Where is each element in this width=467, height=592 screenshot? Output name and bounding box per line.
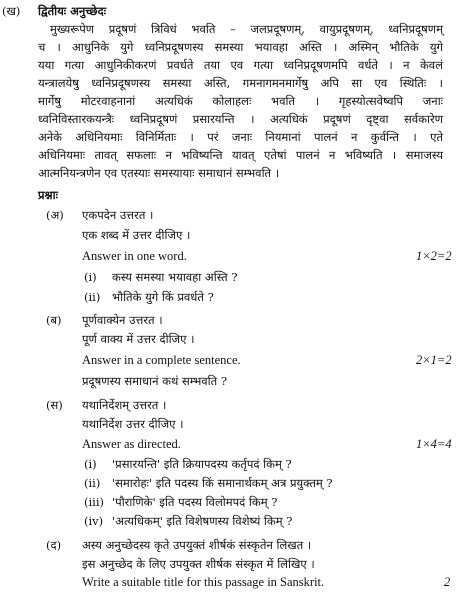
instruction-sanskrit: एकपदेन उत्तरत । <box>82 208 154 222</box>
passage-line: मार्गेषु मोटरवाहनानां अत्यधिकं कोलाहलः भवति । गृहस्योत्सवेष्वपि जनाः <box>38 94 443 108</box>
passage-line: मुख्यरूपेण प्रदूषणं त्रिविधं भवति – जलप्रदूषणम्, वायुप्रदूषणम्, ध्वनिप्रदूषणम् <box>50 22 443 36</box>
passage-line: अधिनियमाः तावत् सफलाः न भविष्यन्ति यावत् एतेषां पालनं न भविष्यति । समाजस्य <box>38 148 443 162</box>
question-label: (ब) <box>46 313 62 327</box>
instruction-hindi: इस अनुच्छेद के लिए उपयुक्त शीर्षक संस्कृत में लिखिए । <box>82 557 315 571</box>
section-label: (ख) <box>2 4 21 18</box>
item-number: (iii) <box>84 495 105 509</box>
passage-line: अनेके अधिनियमाः विनिर्मिताः । परं जनाः नियमानां पालनं न कुर्वन्ति । एते <box>38 130 443 144</box>
question-text: प्रदूषणस्य समाधानं कथं सम्भवति ? <box>82 374 228 388</box>
instruction-english: Answer in one word. <box>82 249 187 263</box>
questions-heading: प्रश्नाः <box>38 188 58 202</box>
item-number: (ii) <box>84 476 101 490</box>
passage-line: यन्त्रालयेषु ध्वनिप्रदूषणस्य समस्या अस्ति, गमनागमनमार्गेषु अपि सा एव स्थितिः । <box>38 76 443 90</box>
item-text: 'अत्यधिकम्' इति विशेषणस्य विशेष्यं किम् ? <box>112 514 293 528</box>
item-text: 'पौराणिके' इति पदस्य विलोमपदं किम् ? <box>112 495 278 509</box>
question-label: (स) <box>46 398 63 412</box>
instruction-english: Write a suitable title for this passage in Sanskrit. <box>82 575 325 589</box>
instruction-hindi: एक शब्द में उत्तर दीजिए । <box>82 228 191 242</box>
passage-line: च । आधुनिके युगे ध्वनिप्रदूषणस्य समस्या भयावहा अस्ति । अस्मिन् भौतिके युगे <box>38 40 443 54</box>
item-text: कस्य समस्या भयावहा अस्ति ? <box>112 270 238 284</box>
marks: 1×2=2 <box>416 249 452 263</box>
passage-line: आत्मनियन्त्रणेन एव एतस्याः समस्यायाः समाधानं सम्भवति । <box>38 166 280 180</box>
instruction-sanskrit: अस्य अनुच्छेदस्य कृते उपयुक्तं शीर्षकं संस्कृतेन लिखत । <box>82 538 312 552</box>
instruction-english: Answer as directed. <box>82 437 181 451</box>
item-number: (iv) <box>84 514 104 528</box>
instruction-english: Answer in a complete sentence. <box>82 353 241 367</box>
instruction-hindi: यथानिर्देश उत्तर दीजिए । <box>82 417 184 431</box>
instruction-hindi: पूर्ण वाक्य में उत्तर दीजिए । <box>82 332 195 346</box>
item-text: 'समारोहः' इति पदस्य किं समानार्थकम् अत्र प्रयुक्तम् ? <box>112 476 333 490</box>
question-label: (द) <box>46 538 62 552</box>
instruction-sanskrit: यथानिर्देशम् उत्तरत । <box>82 398 167 412</box>
instruction-sanskrit: पूर्णवाक्येन उत्तरत । <box>82 313 163 327</box>
marks: 1×4=4 <box>416 437 452 451</box>
passage-line: यया गत्या आधुनिकीकरणं प्रवर्धते तया एव गत्या ध्वनिप्रदूषणमपि वर्धते । न केवलं <box>38 58 443 72</box>
item-text: 'प्रसारयन्ति' इति क्रियापदस्य कर्तृपदं किम् ? <box>112 457 292 471</box>
question-label: (अ) <box>46 208 64 222</box>
passage-line: ध्वनिविस्तारकयन्त्रैः ध्वनिप्रदूषणं प्रसारयन्ति । अत्यधिकं प्रदूषणं दृष्ट्वा सर्वकारेण <box>38 112 443 126</box>
item-number: (i) <box>84 457 97 471</box>
marks: 2 <box>444 575 451 589</box>
item-number: (ii) <box>84 290 101 304</box>
item-text: भौतिके युगे किं प्रवर्धते ? <box>112 290 214 304</box>
section-heading: द्वितीयः अनुच्छेदः <box>38 4 107 18</box>
marks: 2×1=2 <box>416 353 452 367</box>
item-number: (i) <box>84 270 97 284</box>
